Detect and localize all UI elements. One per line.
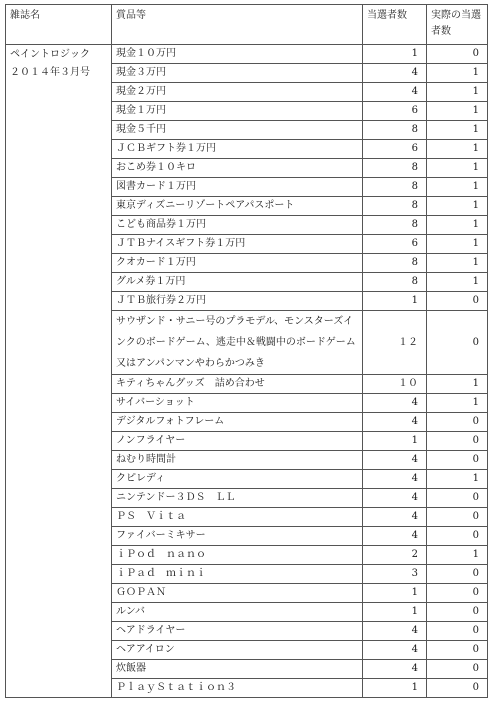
actual-winners-cell: 0 [427,679,488,698]
actual-winners-cell: 0 [427,603,488,622]
winners-cell: 8 [363,216,427,235]
winners-cell: 4 [363,451,427,470]
actual-winners-cell: 0 [427,311,488,375]
header-magazine: 雑誌名 [6,5,112,45]
prize-cell: ＧＯＰＡＮ [112,584,363,603]
actual-winners-cell: 0 [427,45,488,64]
winners-cell: 6 [363,235,427,254]
winners-cell: １２ [363,311,427,375]
prize-cell: こども商品券１万円 [112,216,363,235]
prize-cell: グルメ券１万円 [112,273,363,292]
actual-winners-cell: 1 [427,159,488,178]
table-body [6,45,488,698]
header-winners: 当選者数 [363,5,427,45]
actual-winners-cell: 1 [427,375,488,394]
prize-cell: ＪＴＢナイスギフト券１万円 [112,235,363,254]
actual-winners-cell: 1 [427,273,488,292]
actual-winners-cell: 0 [427,584,488,603]
prize-cell: ファイバーミキサー [112,527,363,546]
winners-cell: 6 [363,140,427,159]
actual-winners-cell: 1 [427,64,488,83]
header-prize: 賞品等 [112,5,363,45]
winners-cell: 4 [363,83,427,102]
winners-cell: 4 [363,64,427,83]
winners-cell: 1 [363,45,427,64]
actual-winners-cell: 0 [427,432,488,451]
actual-winners-cell: 1 [427,546,488,565]
prize-cell: 図書カード１万円 [112,178,363,197]
actual-winners-cell: 1 [427,197,488,216]
header-actual-winners: 実際の当選者数 [427,5,488,45]
winners-cell: １０ [363,375,427,394]
prize-cell: ねむり時間計 [112,451,363,470]
prize-cell: ＰｌａｙＳｔａｔｉｏｎ３ [112,679,363,698]
actual-winners-cell: 0 [427,508,488,527]
prize-cell: ＰＳ Ｖｉｔａ [112,508,363,527]
prize-cell: 現金１０万円 [112,45,363,64]
winners-cell: 4 [363,470,427,489]
prize-cell: 現金５千円 [112,121,363,140]
actual-winners-cell: 1 [427,140,488,159]
actual-winners-cell: 1 [427,121,488,140]
actual-winners-cell: 0 [427,489,488,508]
winners-cell: 4 [363,413,427,432]
table-row [6,45,488,64]
prize-cell: キティちゃんグッズ 詰め合わせ [112,375,363,394]
winners-cell: 1 [363,679,427,698]
winners-cell: 8 [363,254,427,273]
actual-winners-cell: 0 [427,527,488,546]
winners-cell: 8 [363,159,427,178]
prize-cell: ヘアアイロン [112,641,363,660]
prize-cell: ルンバ [112,603,363,622]
winners-cell: 4 [363,660,427,679]
winners-cell: 3 [363,565,427,584]
actual-winners-cell: 1 [427,102,488,121]
winners-cell: 4 [363,489,427,508]
prize-cell: デジタルフォトフレーム [112,413,363,432]
winners-cell: 6 [363,102,427,121]
prize-cell: ＪＴＢ旅行券２万円 [112,292,363,311]
actual-winners-cell: 0 [427,641,488,660]
winners-cell: 1 [363,603,427,622]
actual-winners-cell: 0 [427,622,488,641]
winners-cell: 8 [363,197,427,216]
winners-cell: 8 [363,178,427,197]
header-row [6,5,488,45]
winners-cell: 4 [363,527,427,546]
actual-winners-cell: 1 [427,470,488,489]
table-header [6,5,488,45]
prize-cell: ＪＣＢギフト券１万円 [112,140,363,159]
actual-winners-cell: 1 [427,254,488,273]
prize-cell: ノンフライヤー [112,432,363,451]
prize-cell: 現金１万円 [112,102,363,121]
prize-cell: 現金２万円 [112,83,363,102]
actual-winners-cell: 1 [427,235,488,254]
prize-cell: クオカード１万円 [112,254,363,273]
actual-winners-cell: 1 [427,178,488,197]
prize-table [5,4,488,698]
actual-winners-cell: 0 [427,660,488,679]
prize-cell: 現金３万円 [112,64,363,83]
magazine-name-line: ２０１４年３月号 [10,67,90,78]
prize-cell: おこめ券１０キロ [112,159,363,178]
winners-cell: 1 [363,432,427,451]
prize-cell: ヘアドライヤー [112,622,363,641]
prize-cell: 炊飯器 [112,660,363,679]
actual-winners-cell: 1 [427,394,488,413]
prize-cell: サイバーショット [112,394,363,413]
winners-cell: 4 [363,641,427,660]
winners-cell: 1 [363,292,427,311]
actual-winners-cell: 1 [427,216,488,235]
prize-cell: ｉＰａｄ ｍｉｎｉ [112,565,363,584]
winners-cell: 4 [363,508,427,527]
winners-cell: 4 [363,622,427,641]
actual-winners-cell: 1 [427,83,488,102]
actual-winners-cell: 0 [427,565,488,584]
winners-cell: 8 [363,273,427,292]
actual-winners-cell: 0 [427,413,488,432]
actual-winners-cell: 0 [427,292,488,311]
winners-cell: 4 [363,394,427,413]
prize-cell: 東京ディズニーリゾートペアパスポート [112,197,363,216]
magazine-name-cell [6,45,112,698]
prize-cell: ｉＰｏｄ ｎａｎｏ [112,546,363,565]
actual-winners-cell: 0 [427,451,488,470]
prize-cell: クピレディ [112,470,363,489]
prize-cell: ニンテンドー３ＤＳ ＬＬ [112,489,363,508]
winners-cell: 1 [363,584,427,603]
winners-cell: 8 [363,121,427,140]
winners-cell: 2 [363,546,427,565]
prize-cell: サウザンド・サニー号のプラモデル、モンスターズインクのボードゲーム、逃走中＆戦闘中のボードゲーム又はアンパンマンやわらかつみき [112,311,363,375]
magazine-name-line: ペイントロジック [10,49,90,60]
